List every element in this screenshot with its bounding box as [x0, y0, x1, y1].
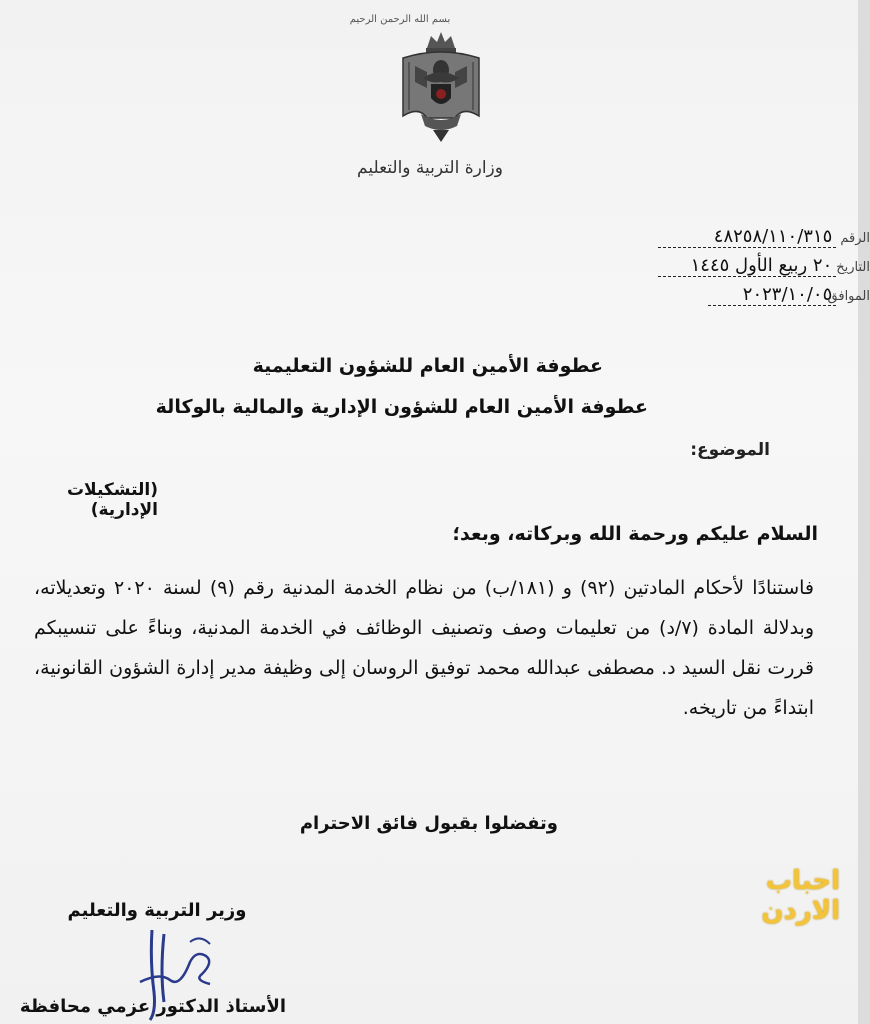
- hijri-date-line: [658, 255, 870, 277]
- hijri-date-label: التاريخ: [836, 260, 870, 275]
- gregorian-date-label: الموافق: [827, 289, 870, 304]
- watermark-text: احباب الاردن: [761, 866, 840, 926]
- jordan-coat-of-arms-icon: [393, 26, 489, 146]
- signatory-title: وزير التربية والتعليم: [67, 900, 247, 921]
- reference-number: ٤٨٢٥٨/١١٠/٣١٥: [658, 226, 836, 248]
- addressee-1: عطوفة الأمين العام للشؤون التعليمية: [252, 355, 603, 377]
- reference-number-line: [658, 226, 870, 248]
- greeting: السلام عليكم ورحمة الله وبركاته، وبعد؛: [452, 523, 818, 545]
- body-paragraph: فاستنادًا لأحكام المادتين (٩٢) و (١٨١/ب) من نظام الخدمة المدنية رقم (٩) لسنة ٢٠٢٠ وتعديلاته، وبدلالة المادة (٧/د) من تعليمات وصف وتصنيف الوظائف في الخدمة المدنية، وبناءً على تنسيبكم قررت نقل السيد د. مصطفى عبدالله محمد توفيق الروسان إلى وظيفة مدير إدارة الشؤون القانونية، ابتداءً من تاريخه.: [34, 577, 815, 719]
- signatory-name: الأستاذ الدكتور عزمي محافظة: [19, 996, 287, 1017]
- gregorian-date-line: [708, 284, 870, 306]
- basmala: بسم الله الرحمن الرحيم: [349, 14, 451, 25]
- reference-number-label: الرقم: [840, 231, 870, 246]
- closing-line: وتفضلوا بقبول فائق الاحترام: [299, 813, 558, 834]
- subject-value: (التشكيلات الإدارية): [66, 480, 158, 520]
- addressee-2: عطوفة الأمين العام للشؤون الإدارية والمالية بالوكالة: [155, 396, 648, 418]
- subject-label: الموضوع:: [690, 440, 770, 460]
- hijri-date: ٢٠ ربيع الأول ١٤٤٥: [658, 255, 836, 277]
- ministry-name: وزارة التربية والتعليم: [357, 158, 503, 178]
- gregorian-date: ٢٠٢٣/١٠/٠٥: [708, 284, 836, 306]
